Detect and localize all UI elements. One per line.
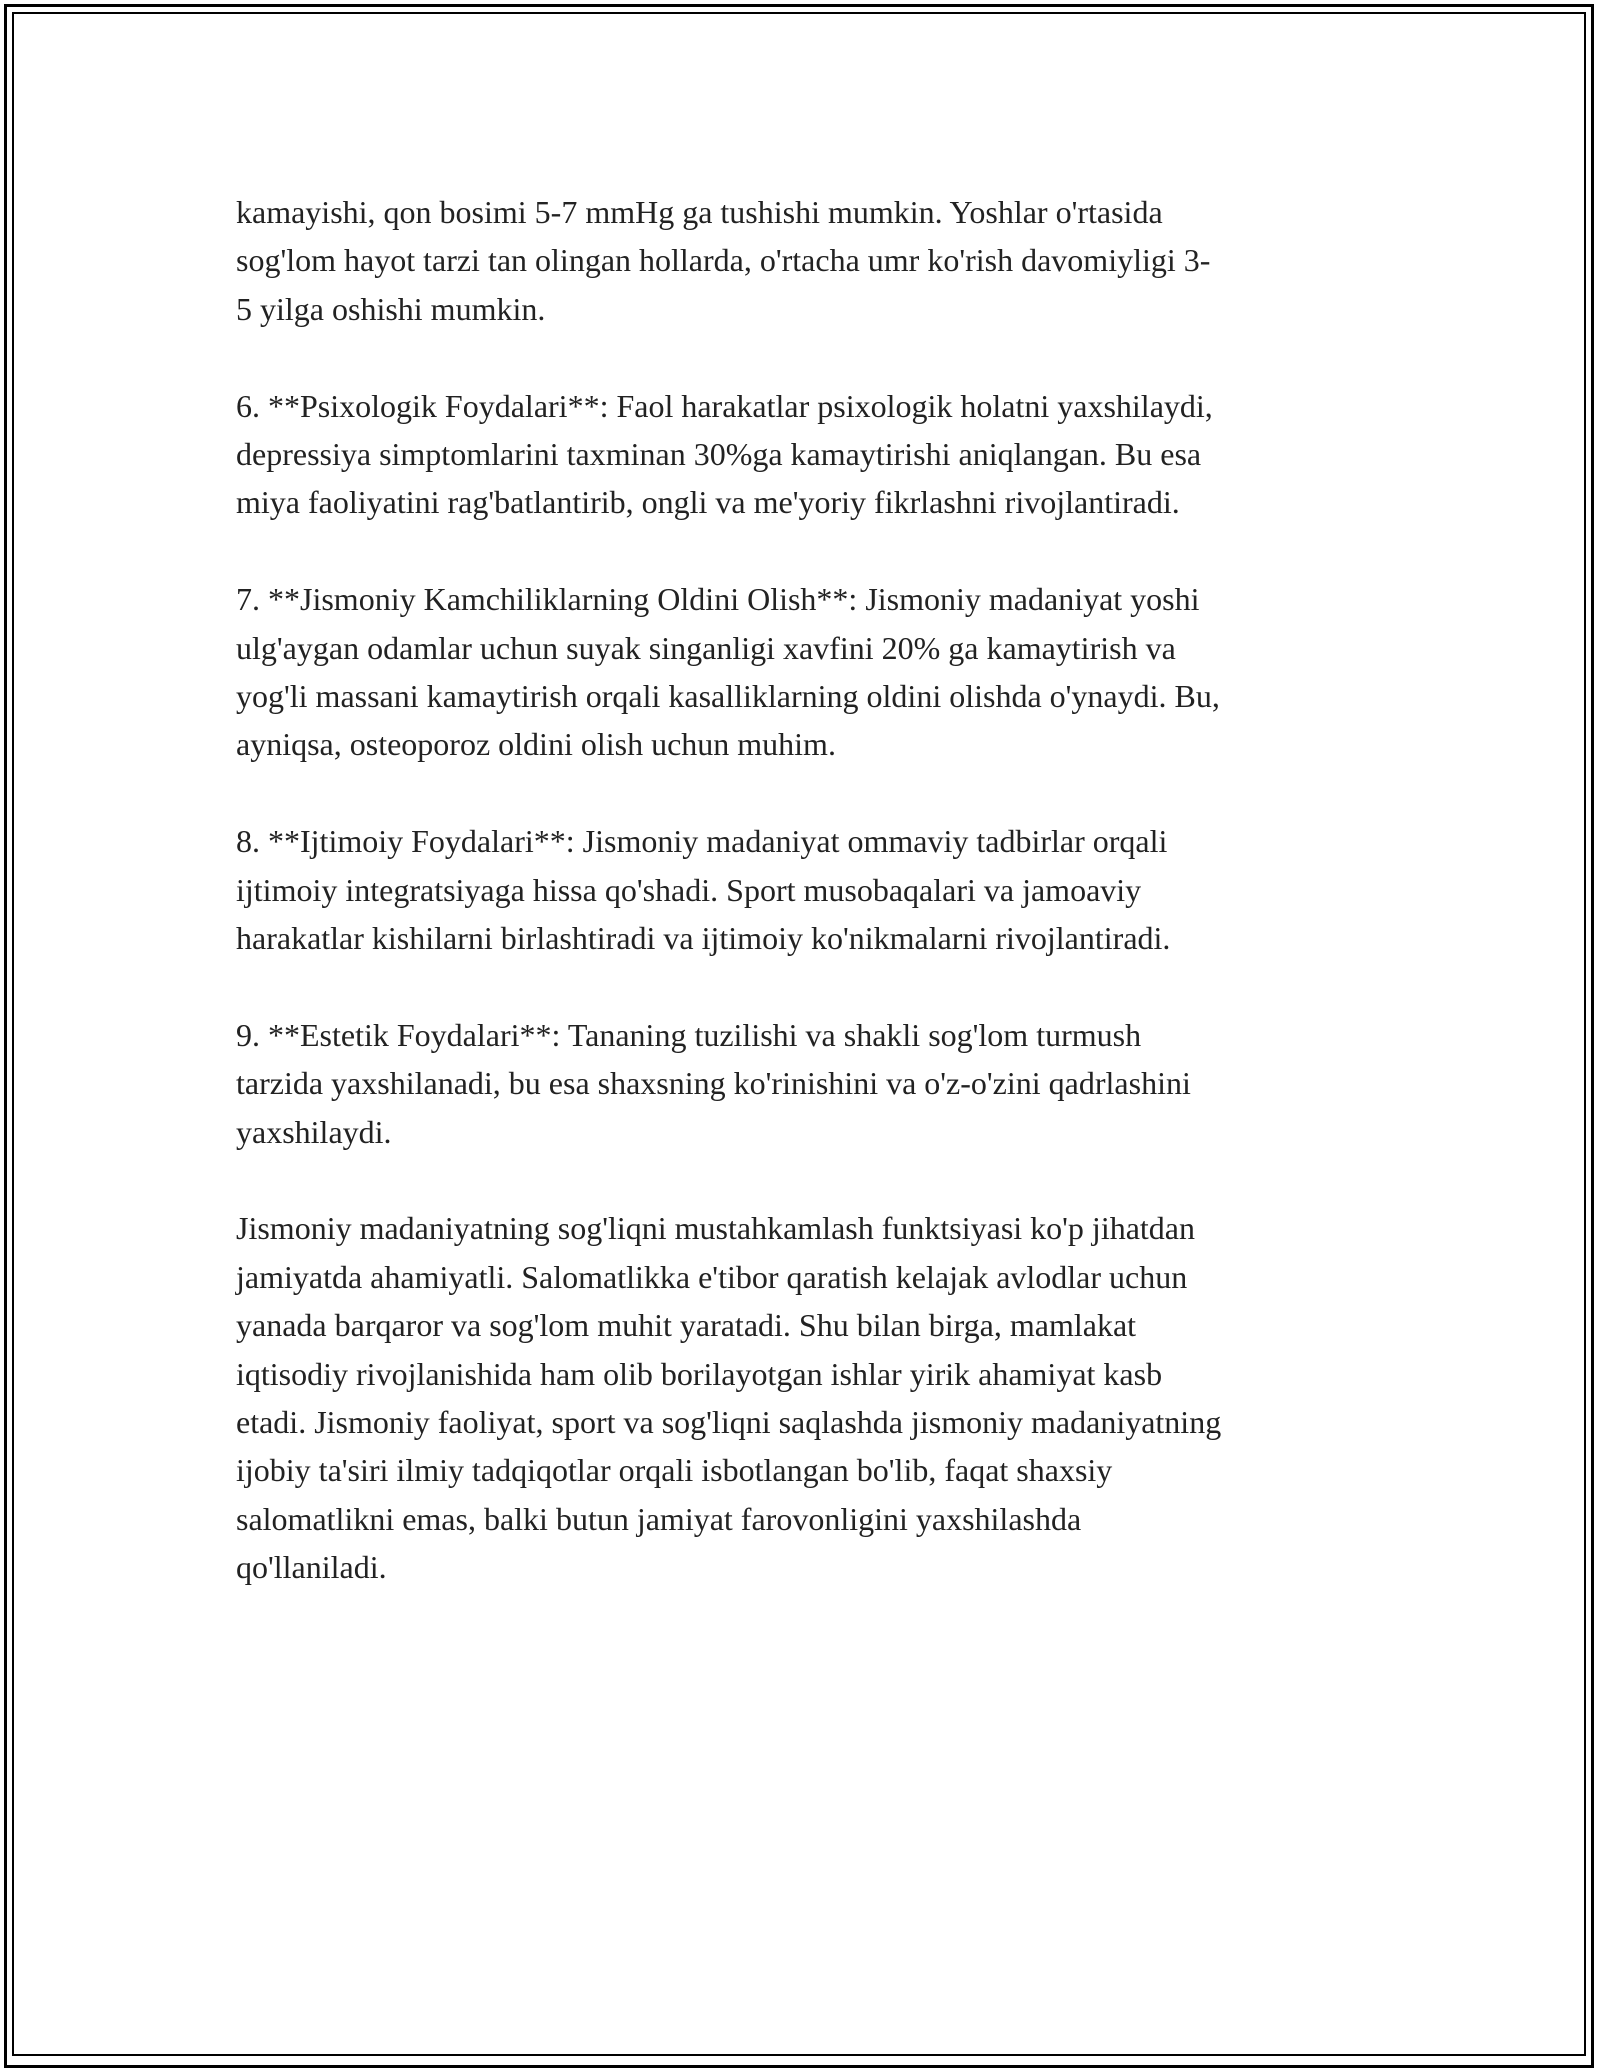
paragraph-health-indicators: kamayishi, qon bosimi 5-7 mmHg ga tushishi mumkin. Yoshlar o'rtasida sog'lom hayot tarzi tan olingan hollarda, o'rtacha umr ko'rish davomiyligi 3- 5 yilga oshishi mumkin. xyxy=(236,194,1211,327)
paragraph-psychological-benefits: 6. **Psixologik Foydalari**: Faol harakatlar psixologik holatni yaxshilaydi, depressiya simptomlarini taxminan 30%ga kamaytirishi aniqlangan. Bu esa miya faoliyatini rag'batlantirib, ongli va me'yoriy fikrlashni rivojlantiradi. xyxy=(236,387,1213,521)
paragraph-social-benefits: 8. **Ijtimoiy Foydalari**: Jismoniy madaniyat ommaviy tadbirlar orqali ijtimoiy integratsiyaga hissa qo'shadi. Sport musobaqalari va jamoaviy harakatlar kishilarni birlashtiradi va ijtimoiy ko'nikmalarni rivojlantiradi. xyxy=(236,823,1171,957)
paragraph-aesthetic-benefits: 9. **Estetik Foydalari**: Tananing tuzilishi va shakli sog'lom turmush tarzida yaxshilanadi, bu esa shaxsning ko'rinishini va o'z-o'zini qadrlashini yaxshilaydi. xyxy=(236,1016,1191,1150)
paragraph-conclusion: Jismoniy madaniyatning sog'liqni mustahkamlash funktsiyasi ko'p jihatdan jamiyatda ahamiyatli. Salomatlikka e'tibor qaratish kelajak avlodlar uchun yanada barqaror va sog'lom muhit yaratadi. Shu bilan birga, mamlakat iqtisodiy rivojlanishida ham olib borilayotgan ishlar yirik ahamiyat kasb etadi. Jismoniy faoliyat, sport va sog'liqni saqlashda jismoniy madaniyatning ijobiy ta'siri ilmiy tadqiqotlar orqali isbotlangan bo'lib, faqat shaxsiy salomatlikni emas, balki butun jamiyat farovonligini yaxshilashda qo'llaniladi. xyxy=(236,1210,1222,1586)
paragraph-physical-deficiency-prevention: 7. **Jismoniy Kamchiliklarning Oldini Olish**: Jismoniy madaniyat yoshi ulg'aygan odamlar uchun suyak singanligi xavfini 20% ga kamaytirish va yog'li massani kamaytirish orqali kasalliklarning oldini olishda o'ynaydi. Bu, ayniqsa, osteoporoz oldini olish uchun muhim. xyxy=(236,581,1220,763)
document-body xyxy=(236,188,1376,1592)
